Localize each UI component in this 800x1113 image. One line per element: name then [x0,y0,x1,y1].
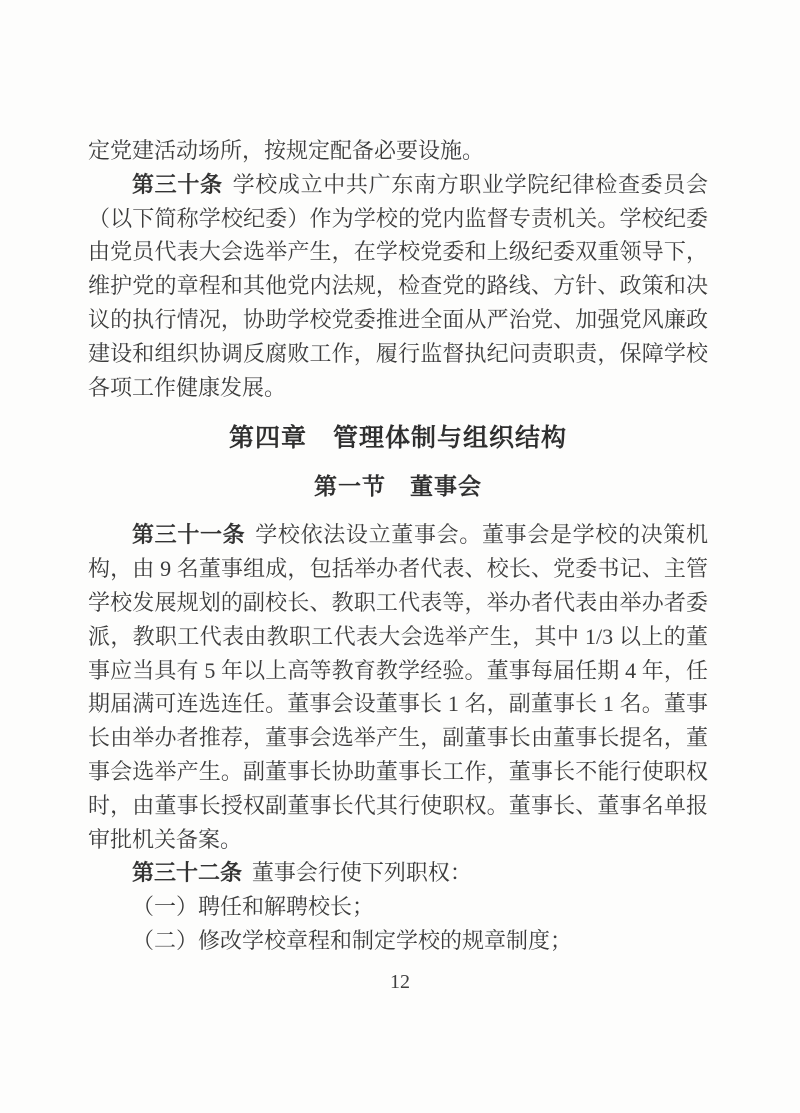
line-text: 建设和组织协调反腐败工作，履行监督执纪问责职责，保障学校 [88,340,708,366]
doc-line-article-32 [88,856,708,890]
list-item [88,890,708,924]
line-text: 各项工作健康发展。 [88,374,287,400]
doc-line [88,620,708,654]
line-text: 事会选举产生。副董事长协助董事长工作，董事长不能行使职权 [88,758,708,784]
section-heading: 第一节 董事会 [314,473,482,500]
doc-line [88,235,708,269]
line-text: 定党建活动场所，按规定配备必要设施。 [88,138,485,163]
page-number: 12 [390,971,410,993]
doc-line-article-30 [88,168,708,202]
article-number: 第三十二条 [132,860,243,886]
line-text: 审批机关备案。 [88,826,243,852]
text-block [88,134,708,958]
doc-line [88,269,708,303]
doc-line [88,823,708,857]
doc-line [88,755,708,789]
line-text: 事应当具有 5 年以上高等教育教学经验。董事每届任期 4 年，任 [88,657,708,683]
line-text: （二）修改学校章程和制定学校的规章制度； [132,927,573,953]
article-number: 第三十条 [132,171,223,197]
doc-line [88,202,708,236]
line-text: 董事会行使下列职权： [251,860,472,886]
doc-line [88,721,708,755]
doc-line [88,303,708,337]
list-item [88,924,708,958]
line-text: 时，由董事长授权副董事长代其行使职权。董事长、董事名单报 [88,792,708,818]
line-text: 期届满可连选连任。董事会设董事长 1 名，副董事长 1 名。董事 [88,691,708,717]
line-text: 学校发展规划的副校长、教职工代表等，举办者代表由举办者委 [88,589,708,615]
line-text: 维护党的章程和其他党内法规，检查党的路线、方针、政策和决 [88,273,708,299]
line-text: 学校依法设立董事会。董事会是学校的决策机 [255,522,708,548]
doc-line-article-31 [88,518,708,552]
doc-line [88,552,708,586]
line-text: （一）聘任和解聘校长； [132,894,375,920]
doc-line [88,134,708,168]
doc-line [88,337,708,371]
line-text: 派，教职工代表由教职工代表大会选举产生，其中 1/3 以上的董 [88,623,708,649]
article-number: 第三十一条 [132,522,246,548]
line-text: 学校成立中共广东南方职业学院纪律检查委员会 [232,171,708,197]
doc-line [88,654,708,688]
doc-line [88,687,708,721]
line-text: 议的执行情况，协助学校党委推进全面从严治党、加强党风廉政 [88,306,708,332]
line-text: 长由举办者推荐，董事会选举产生，副董事长由董事长提名，董 [88,725,708,751]
line-text: 由党员代表大会选举产生，在学校党委和上级纪委双重领导下， [88,239,708,265]
line-text: 构，由 9 名董事组成，包括举办者代表、校长、党委书记、主管 [88,556,708,582]
line-text: （以下简称学校纪委）作为学校的党内监督专责机关。学校纪委 [88,205,708,231]
doc-line [88,789,708,823]
doc-line [88,586,708,620]
doc-line [88,371,708,405]
chapter-heading: 第四章 管理体制与组织结构 [228,424,567,453]
